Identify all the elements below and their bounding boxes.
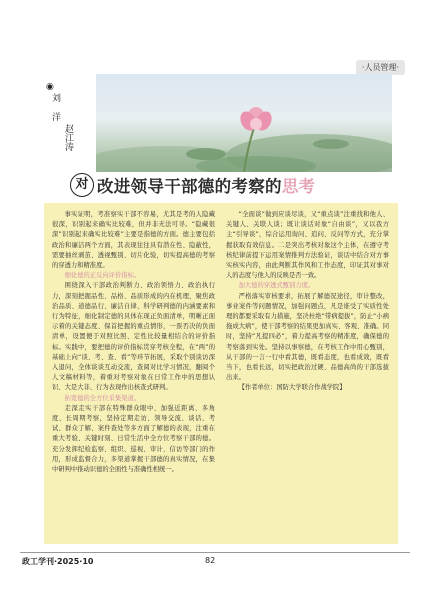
journal-name: 政工学刊·2025·10 [22, 557, 94, 566]
lotus-illustration [96, 74, 392, 172]
subheading: 拓宽德的全方位采集渠道。 [64, 394, 141, 402]
page-number: 82 [205, 556, 216, 565]
subheading: 细化德的正反向评价指标。 [64, 272, 141, 280]
title-badge: 对 [70, 173, 94, 197]
paragraph: 严格落实审核要求，拓展了解德况途径，审计整改，事业案件等问题情况，加强问题点，凡是谁受了实质性处理的都要采取有力措施，坚决杜绝“带病提拔”，防止“小病拖成大病”，使干部考察的结果更加真实、客观、准确。同时，坚持“凡提四必”，着力提高考察的精准度，确保德的考察落到实处。坚持以事察德，在考核工作中用心甄别，从干部的一言一行中看其德，既看态度，也看成效，既看当下，也看长远，切实把政治过硬、品德高尚的干部选拔出来。 [226, 292, 389, 382]
author-affiliation: 【作者单位：国防大学联合作战学院】 [238, 384, 346, 392]
subheading: 加大德的穿透式甄别力度。 [238, 282, 315, 290]
paragraph: 事实证明，考准察实干部不容易，尤其是考的人隐藏很深，识别起来确实比较难，但并非无法可寻。“隐藏很深”识别起来确实比较难”主要是指德的方面。德主要包括政治和廉洁两个方面，其表现往往具有潜在性、隐蔽性，需要抽丝剥茧、透视甄别、切片化验，切实提高德的考察的穿透力和精准度。 [52, 211, 215, 270]
title-main: 改进领导干部德的考察的 [97, 177, 282, 196]
lotus-photo [96, 74, 392, 172]
paragraph: 走深走实干部在特殊群众眼中、加强近距离、多角度、长周期考察，坚持定期走访、领导交流、谈话、考试、群众了解、案件查处等多方面了解德的表现，注重在重大考验、关键时刻、日常生活中全方位考察干部的德。充分发挥纪检监察、组织、巡视、审计、信访等部门的作用，形成监督合力，多渠道掌握干部德的真实情况，在集中研判中推动识德的全面性与准确性相统一。 [52, 404, 215, 474]
author-name-1: 刘 洋 [50, 93, 60, 121]
body-column-left [52, 210, 215, 475]
paragraph: “全面谈”做到应谈尽谈，又“重点谈”注重找和他人、关键人、关联人谈；既让谈话对象“自由谈”，又以我方主“引导谈”，综合运用询问、追问、反问等方式，充分掌握获取有效信息。二是突出考核对象这个主体，在遵守考核纪律前提下运用案情推判方法验证，谈话中结合对方事实核实内容，由此判断其作风和工作态度，印证其对事对人的态度与他人的反映是否一致。 [226, 211, 389, 280]
author-name-2: 赵江涛 [63, 124, 73, 151]
paragraph: 围绕深入干部政治判断力、政治领悟力、政治执行力，深刻把握品性、品格、品质形成的内在机理，聚焦政治品质、道德品行、廉洁自律、科学研判德的内涵要素和行为特征，细化制定德的具体在现正负面清单，明晰正面示着的关键态度、保首把握的重点情形，一票否决的负面清单，设置便于对照比照、定性比较量相结合的评价指标。实践中，要把德的评价指标贯穿考核全程，在“两”的基础上向“谈、考、查、看”等环节拓展，采取个别谈访深入退问，全体谈谈互动交流，查阅对比学习情况，翻阅个人文稿材料等，着重对考察对象在日常工作中的思想认识、大是大非、行为表现作出核查式研判。 [52, 282, 215, 392]
author-bullet: ◉ [46, 82, 54, 92]
footer-divider [20, 552, 410, 553]
title-end: 思考 [281, 177, 315, 196]
article-title [70, 172, 315, 198]
body-column-right [226, 210, 389, 394]
section-tag: ·人员管理· [356, 60, 405, 75]
